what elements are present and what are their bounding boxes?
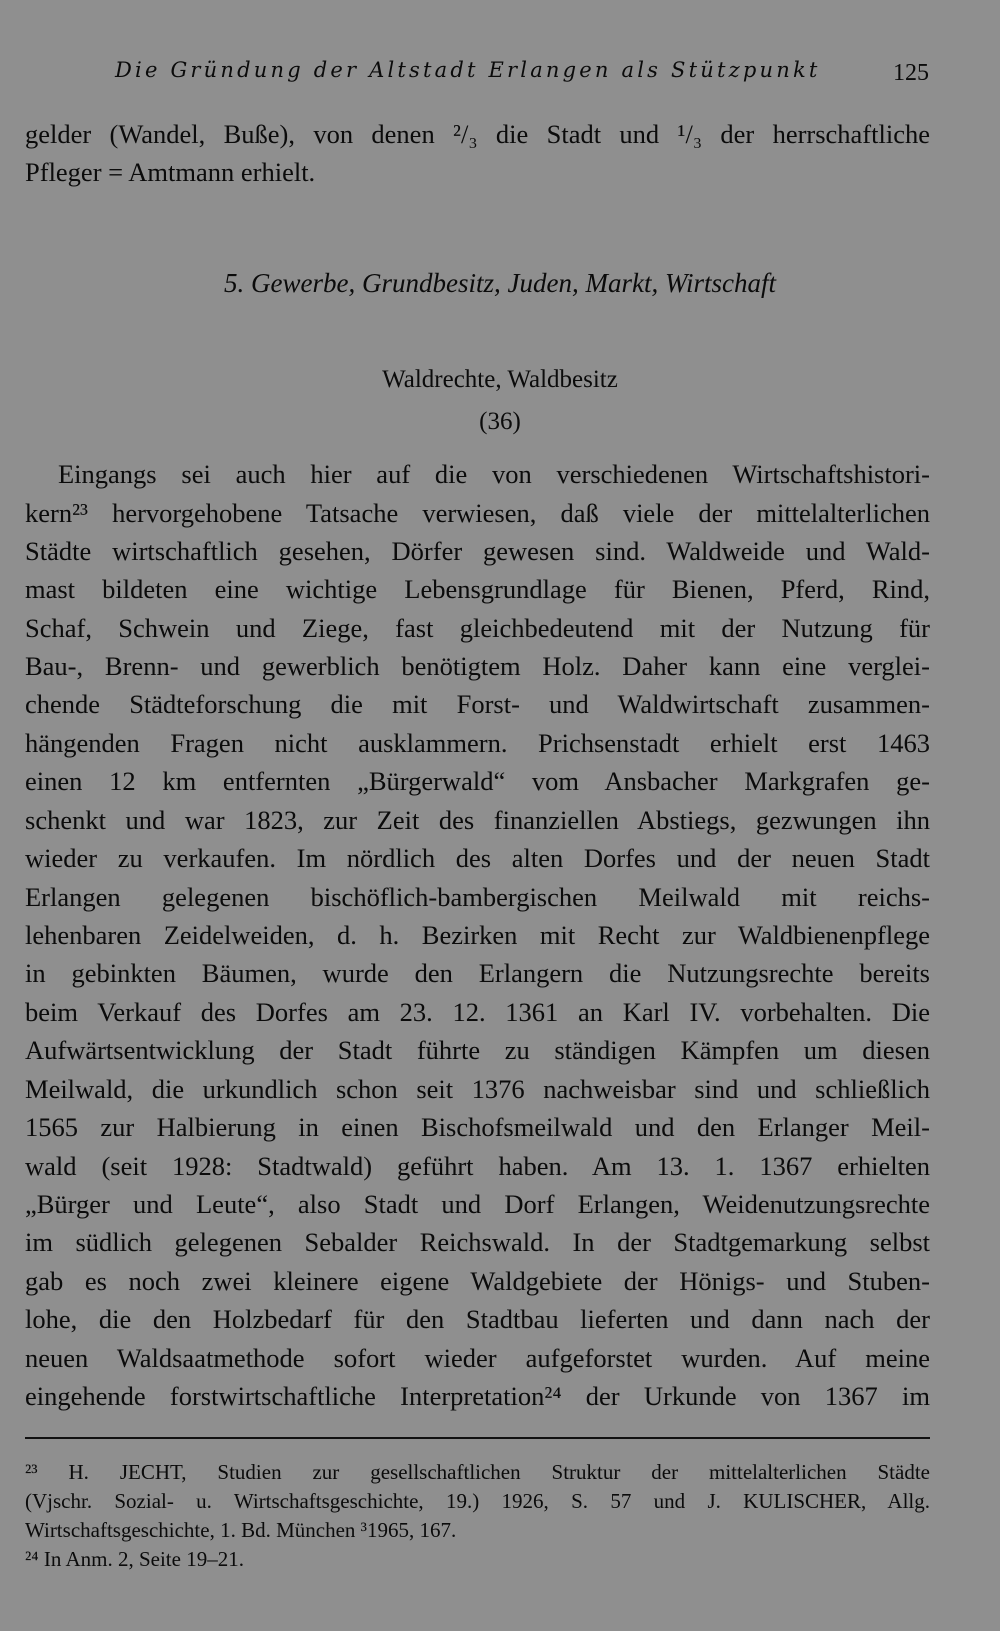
body-line: Städte wirtschaftlich gesehen, Dörfer gewesen sind. Waldweide und Wald- <box>25 536 930 566</box>
page-number: 125 <box>893 60 929 86</box>
body-line: kern²³ hervorgehobene Tatsache verwiesen, daß viele der mittelalterlichen <box>25 498 930 528</box>
body-line: im südlich gelegenen Sebalder Reichswald. In der Stadtgemarkung selbst <box>25 1227 930 1257</box>
body-line: gab es noch zwei kleinere eigene Waldgebiete der Hönigs- und Stuben- <box>25 1266 930 1296</box>
body-line: Bau-, Brenn- und gewerblich benötigtem Holz. Daher kann eine verglei- <box>25 651 930 681</box>
subsection-title: Waldrechte, Waldbesitz <box>382 366 618 393</box>
body-line: neuen Waldsaatmethode sofort wieder aufgeforstet wurden. Auf meine <box>25 1343 930 1373</box>
carryover-line: Pfleger = Amtmann erhielt. <box>25 157 316 187</box>
section-title: 5. Gewerbe, Grundbesitz, Juden, Markt, Wirtschaft <box>224 268 776 298</box>
body-line: chende Städteforschung die mit Forst- und Waldwirtschaft zusammen- <box>25 689 930 719</box>
body-line: Aufwärtsentwicklung der Stadt führte zu ständigen Kämpfen um diesen <box>25 1035 930 1065</box>
body-line: lehenbaren Zeidelweiden, d. h. Bezirken mit Recht zur Waldbienenpflege <box>25 920 930 950</box>
body-line: beim Verkauf des Dorfes am 23. 12. 1361 an Karl IV. vorbehalten. Die <box>25 997 930 1027</box>
body-line: einen 12 km entfernten „Bürgerwald“ vom Ansbacher Markgrafen ge- <box>25 766 930 796</box>
footnote-line: (Vjschr. Sozial- u. Wirtschaftsgeschichte, 19.) 1926, S. 57 und J. KULISCHER, Allg. <box>25 1489 930 1513</box>
footnote-line: Wirtschaftsgeschichte, 1. Bd. München ³1965, 167. <box>25 1518 457 1542</box>
running-head: Die Gründung der Altstadt Erlangen als Stützpunkt <box>115 58 821 82</box>
body-line: in gebinkten Bäumen, wurde den Erlangern die Nutzungsrechte bereits <box>25 958 930 988</box>
body-line: Schaf, Schwein und Ziege, fast gleichbedeutend mit der Nutzung für <box>25 613 930 643</box>
body-line: Meilwald, die urkundlich schon seit 1376 nachweisbar sind und schließlich <box>25 1074 930 1104</box>
footnote-line: ²⁴ In Anm. 2, Seite 19–21. <box>25 1547 244 1571</box>
footnote-separator <box>25 1437 930 1439</box>
body-line: schenkt und war 1823, zur Zeit des finanziellen Abstiegs, gezwungen ihn <box>25 805 930 835</box>
body-line: wald (seit 1928: Stadtwald) geführt haben. Am 13. 1. 1367 erhielten <box>25 1151 930 1181</box>
body-line: eingehende forstwirtschaftliche Interpretation²⁴ der Urkunde von 1367 im <box>25 1381 930 1411</box>
body-line: mast bildeten eine wichtige Lebensgrundlage für Bienen, Pferd, Rind, <box>25 574 930 604</box>
body-line: wieder zu verkaufen. Im nördlich des alten Dorfes und der neuen Stadt <box>25 843 930 873</box>
body-line: Erlangen gelegenen bischöflich-bambergischen Meilwald mit reichs- <box>25 882 930 912</box>
footnote-line: ²³ H. JECHT, Studien zur gesellschaftlichen Struktur der mittelalterlichen Städte <box>25 1460 930 1484</box>
body-line: Eingangs sei auch hier auf die von verschiedenen Wirtschaftshistori- <box>58 459 930 489</box>
body-line: hängenden Fragen nicht ausklammern. Prichsenstadt erhielt erst 1463 <box>25 728 930 758</box>
subsection-number: (36) <box>479 408 521 435</box>
body-line: „Bürger und Leute“, also Stadt und Dorf Erlangen, Weidenutzungsrechte <box>25 1189 930 1219</box>
body-line: lohe, die den Holzbedarf für den Stadtbau lieferten und dann nach der <box>25 1304 930 1334</box>
body-line: 1565 zur Halbierung in einen Bischofsmeilwald und den Erlanger Meil- <box>25 1112 930 1142</box>
carryover-line: gelder (Wandel, Buße), von denen ²/₃ die Stadt und ¹/₃ der herrschaftliche <box>25 119 930 149</box>
